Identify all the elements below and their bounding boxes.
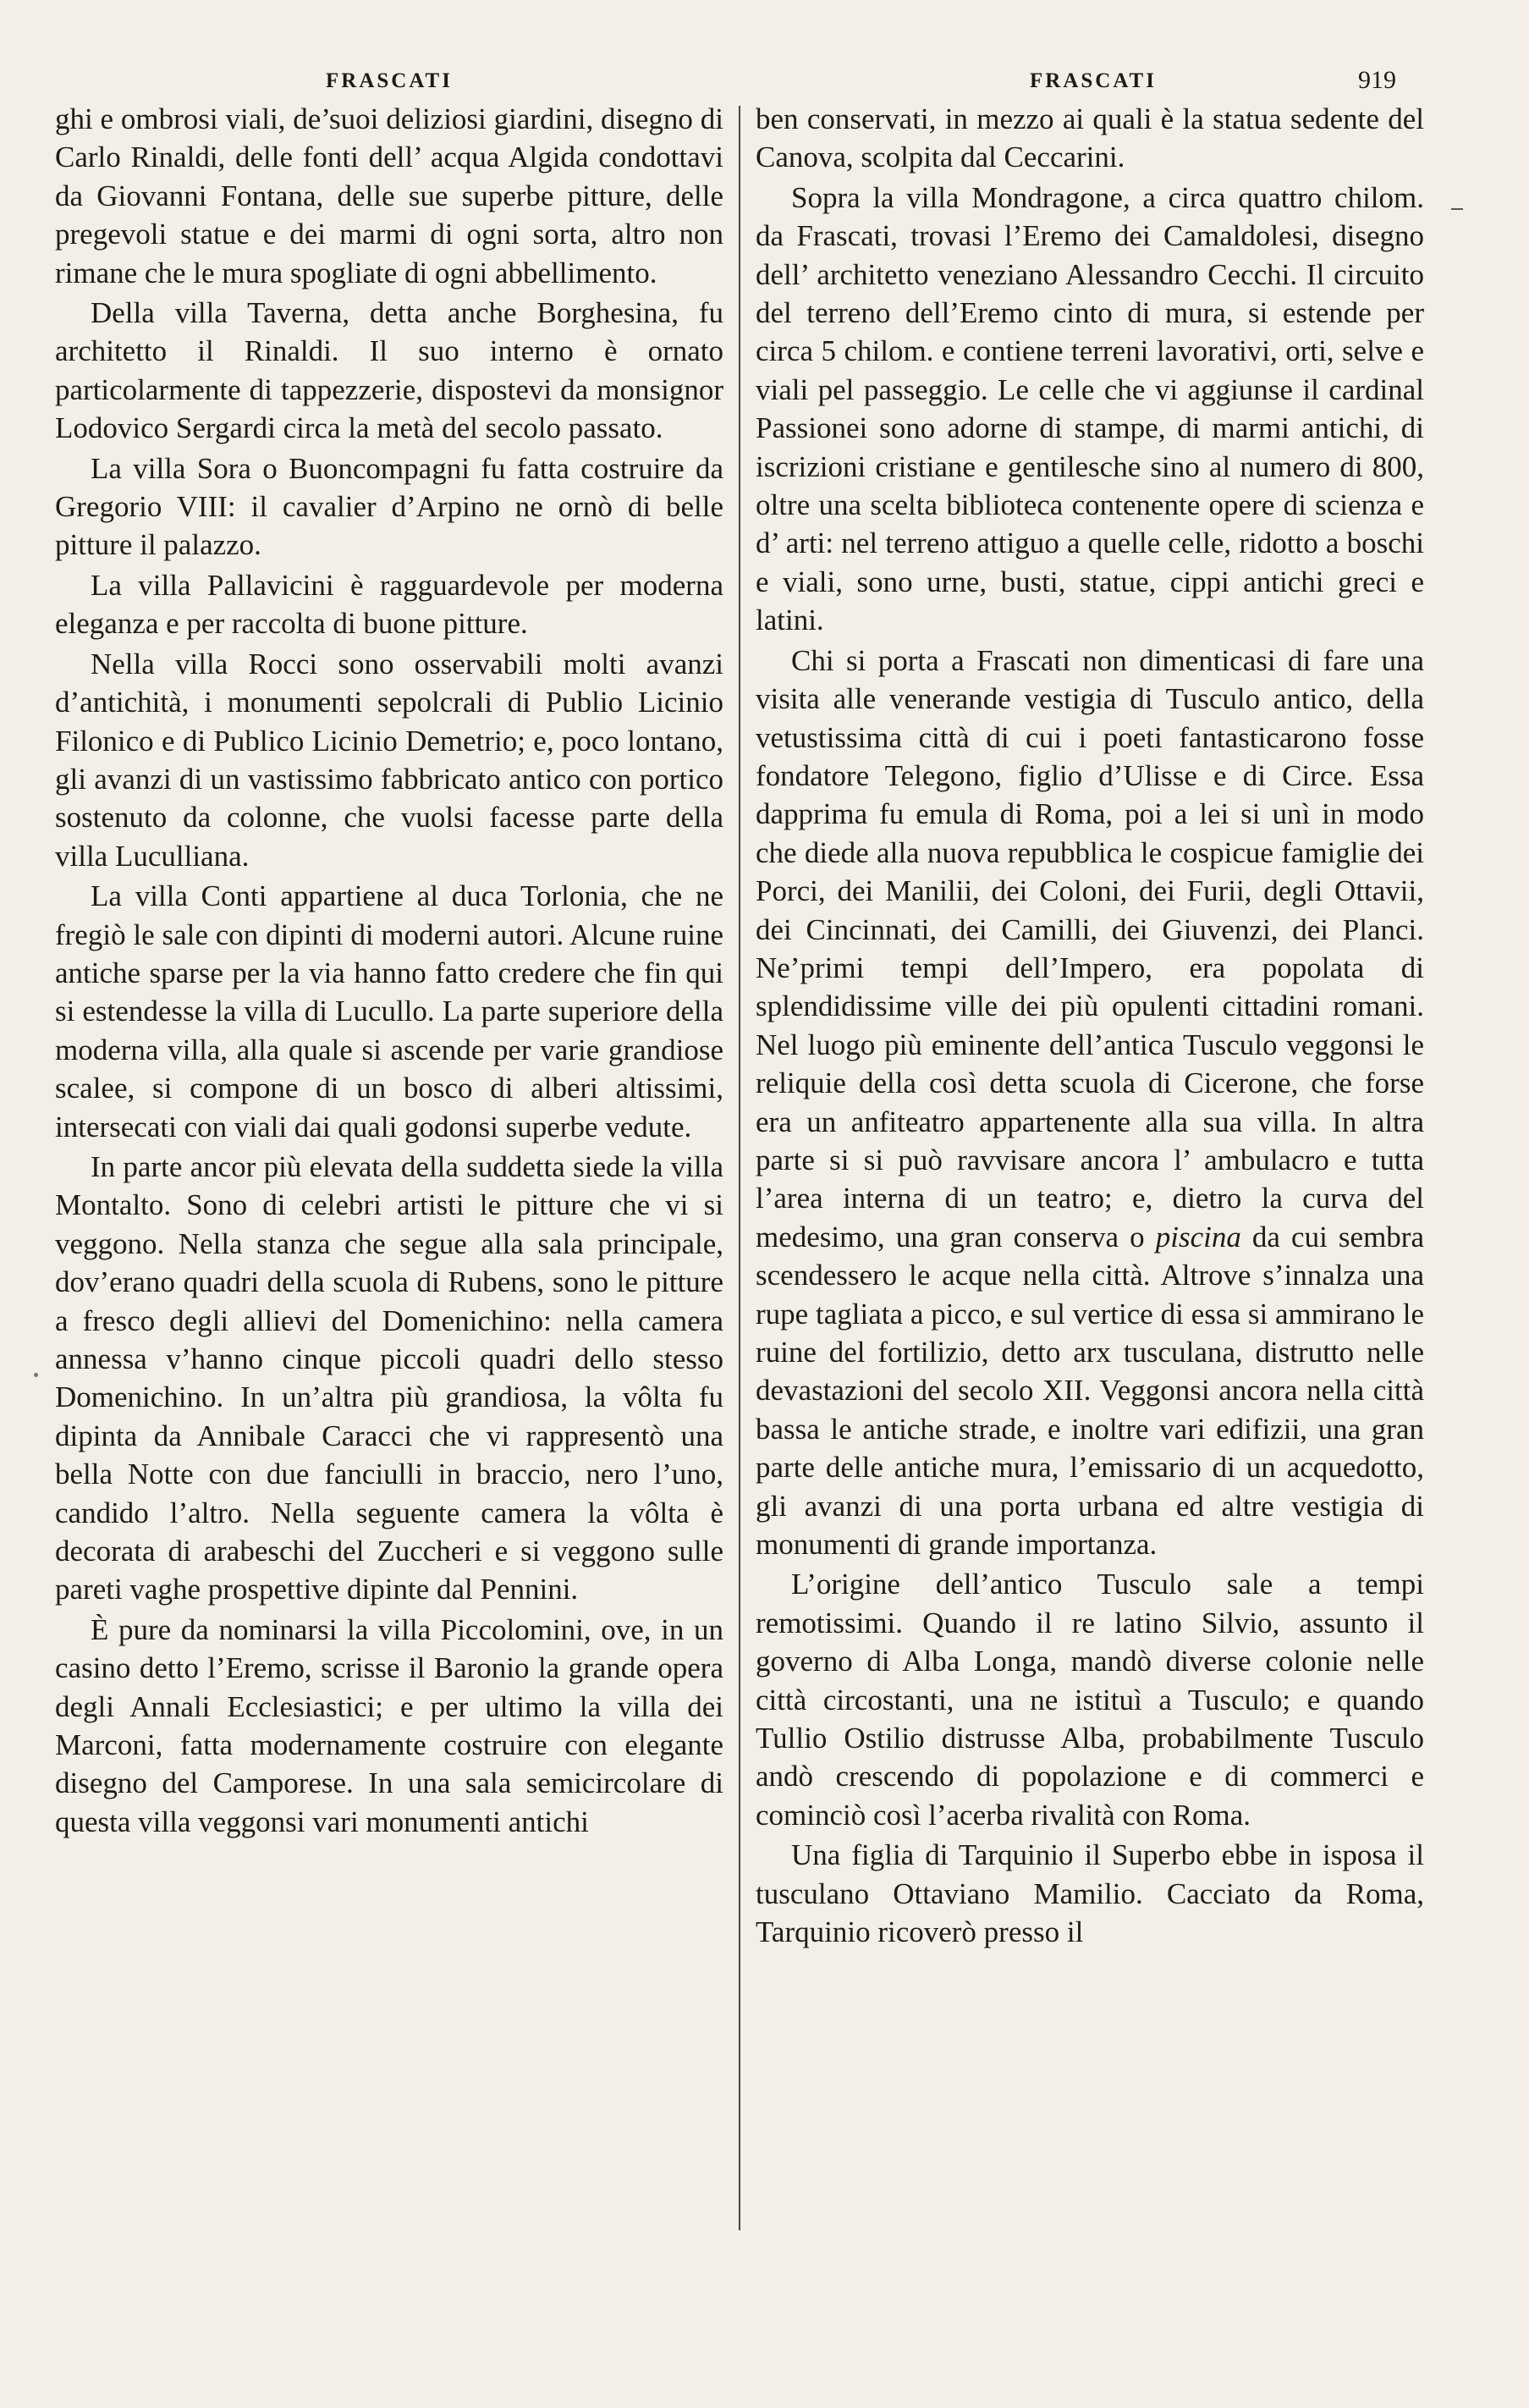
tusculo-text-after: da cui sembra scendessero le acque nella città. Altrove s’innalza una rupe tagliata a picco, e sul vertice di essa si ammirano le ruine del fortilizio, detto arx tusculana, distrutto nelle devastazioni del secolo XII. Veggonsi ancora nella città bassa le antiche strade, e inoltre vari edifizii, una gran parte delle antiche mura, l’emissario di un acquedotto, gli avanzi di una porta urbana ed altre vestigia di monumenti di grande importanza. xyxy=(756,1220,1424,1562)
right-column xyxy=(756,100,1424,1953)
left-column xyxy=(55,100,723,1843)
paragraph-eremo-camaldolesi: Sopra la villa Mondragone, a circa quattro chilom. da Frascati, trovasi l’Eremo dei Camaldolesi, disegno dell’ architetto veneziano Alessandro Cecchi. Il circuito del terreno dell’Eremo cinto di mura, si estende per circa 5 chilom. e contiene terreni lavorativi, orti, selve e viali pel passeggio. Le celle che vi aggiunse il cardinal Passionei sono adorne di stampe, di marmi antichi, di iscrizioni cristiane e gentilesche sino al numero di 800, oltre una scelta biblioteca contenente opere di scienza e d’ arti: nel terreno attiguo a quelle celle, ridotto a boschi e viali, sono urne, busti, statue, cippi antichi greci e latini. xyxy=(756,180,1424,637)
paragraph-canova-statue: ben conservati, in mezzo ai quali è la statua sedente del Canova, scolpita dal Ceccarini. xyxy=(756,102,1424,174)
paragraph-villa-taverna: Della villa Taverna, detta anche Borghesina, fu architetto il Rinaldi. Il suo interno è ornato particolarmente di tappezzerie, dispostevi da monsignor Lodovico Sergardi circa la metà del secolo passato. xyxy=(55,296,723,445)
running-head-right: FRASCATI xyxy=(1030,69,1157,92)
paragraph-origine-tusculo: L’origine dell’antico Tusculo sale a tempi remotissimi. Quando il re latino Silvio, assunto il governo di Alba Longa, mandò diverse colonie nelle città circostanti, una ne istituì a Tusculo; e quando Tullio Ostilio distrusse Alba, probabilmente Tusculo andò crescendo di popolazione e di commerci e cominciò così l’acerba rivalità con Roma. xyxy=(756,1568,1424,1832)
paragraph-tarquinio: Una figlia di Tarquinio il Superbo ebbe in isposa il tusculano Ottaviano Mamilio. Cacciato da Roma, Tarquinio ricoverò presso il xyxy=(756,1838,1424,1949)
tusculo-text-before: Chi si porta a Frascati non dimenticasi di fare una visita alle venerande vestigia di Tusculo antico, della vetustissima città di cui i poeti fantasticarono fosse fondatore Telegono, figlio d’Ulisse e di Circe. Essa dapprima fu emula di Roma, poi a lei si unì in modo che diede alla nuova repubblica le cospicue famiglie dei Porci, dei Manilii, dei Coloni, dei Furii, degli Ottavii, dei Cincinnati, dei Camilli, dei Giuvenzi, dei Planci. Ne’primi tempi dell’Impero, era popolata di splendidissime ville dei più opulenti cittadini romani. Nel luogo più eminente dell’antica Tusculo veggonsi le reliquie della così detta scuola di Cicerone, che forse era un anfiteatro appartenente alla sua villa. In altra parte si si può ravvisare ancora l’ ambulacro e tutta l’area interna di un teatro; e, dietro la curva del medesimo, una gran conserva o xyxy=(756,643,1424,1254)
running-head-left: FRASCATI xyxy=(326,69,453,92)
paragraph-villa-continued: ghi e ombrosi viali, de’suoi deliziosi giardini, disegno di Carlo Rinaldi, delle fonti dell’ acqua Algida condottavi da Giovanni Fontana, delle sue superbe pitture, delle pregevoli statue e dei marmi di ogni sorta, altro non rimane che le mura spogliate di ogni abbellimento. xyxy=(55,102,723,289)
paragraph-villa-montalto: In parte ancor più elevata della suddetta siede la villa Montalto. Sono di celebri artisti le pitture che vi si veggono. Nella stanza che segue alla sala principale, dov’erano quadri della scuola di Rubens, sono le pitture a fresco degli allievi del Domenichino: nella camera annessa v’hanno cinque piccoli quadri dello stesso Domenichino. In un’altra più grandiosa, la vôlta fu dipinta da Annibale Caracci che vi rappresentò una bella Notte con due fanciulli in braccio, nero l’uno, candido l’altro. Nella seguente camera la vôlta è decorata di arabeschi del Zuccheri e si veggono sulle pareti vaghe prospettive dipinte dal Pennini. xyxy=(55,1149,723,1606)
piscina-italic: piscina xyxy=(1155,1220,1241,1254)
margin-mark xyxy=(1451,208,1463,210)
paragraph-villa-piccolomini: È pure da nominarsi la villa Piccolomini, ove, in un casino detto l’Eremo, scrisse il Baronio la grande opera degli Annali Ecclesiastici; e per ultimo la villa dei Marconi, fatta modernamente costruire con elegante disegno del Camporese. In una sala semicircolare di questa villa veggonsi vari monumenti antichi xyxy=(55,1612,723,1838)
paragraph-tusculo-antico xyxy=(756,642,1424,1564)
paragraph-villa-pallavicini: La villa Pallavicini è ragguardevole per moderna eleganza e per raccolta di buone pitture. xyxy=(55,568,723,641)
margin-dot xyxy=(34,1373,38,1377)
paragraph-villa-rocci: Nella villa Rocci sono osservabili molti avanzi d’antichità, i monumenti sepolcrali di Publio Licinio Filonico e di Publico Licinio Demetrio; e, poco lontano, gli avanzi di un vastissimo fabbricato antico con portico sostenuto da colonne, che vuolsi facesse parte della villa Luculliana. xyxy=(55,647,723,873)
column-divider xyxy=(739,106,740,2230)
page-number: 919 xyxy=(1358,66,1396,94)
paragraph-villa-sora: La villa Sora o Buoncompagni fu fatta costruire da Gregorio VIII: il cavalier d’Arpino ne ornò di belle pitture il palazzo. xyxy=(55,451,723,562)
paragraph-villa-conti: La villa Conti appartiene al duca Torlonia, che ne fregiò le sale con dipinti di moderni autori. Alcune ruine antiche sparse per la via hanno fatto credere che fin qui si estendesse la villa di Lucullo. La parte superiore della moderna villa, alla quale si ascende per varie grandiose scalee, si compone di un bosco di alberi altissimi, intersecati con viali dai quali godonsi superbe vedute. xyxy=(55,879,723,1143)
